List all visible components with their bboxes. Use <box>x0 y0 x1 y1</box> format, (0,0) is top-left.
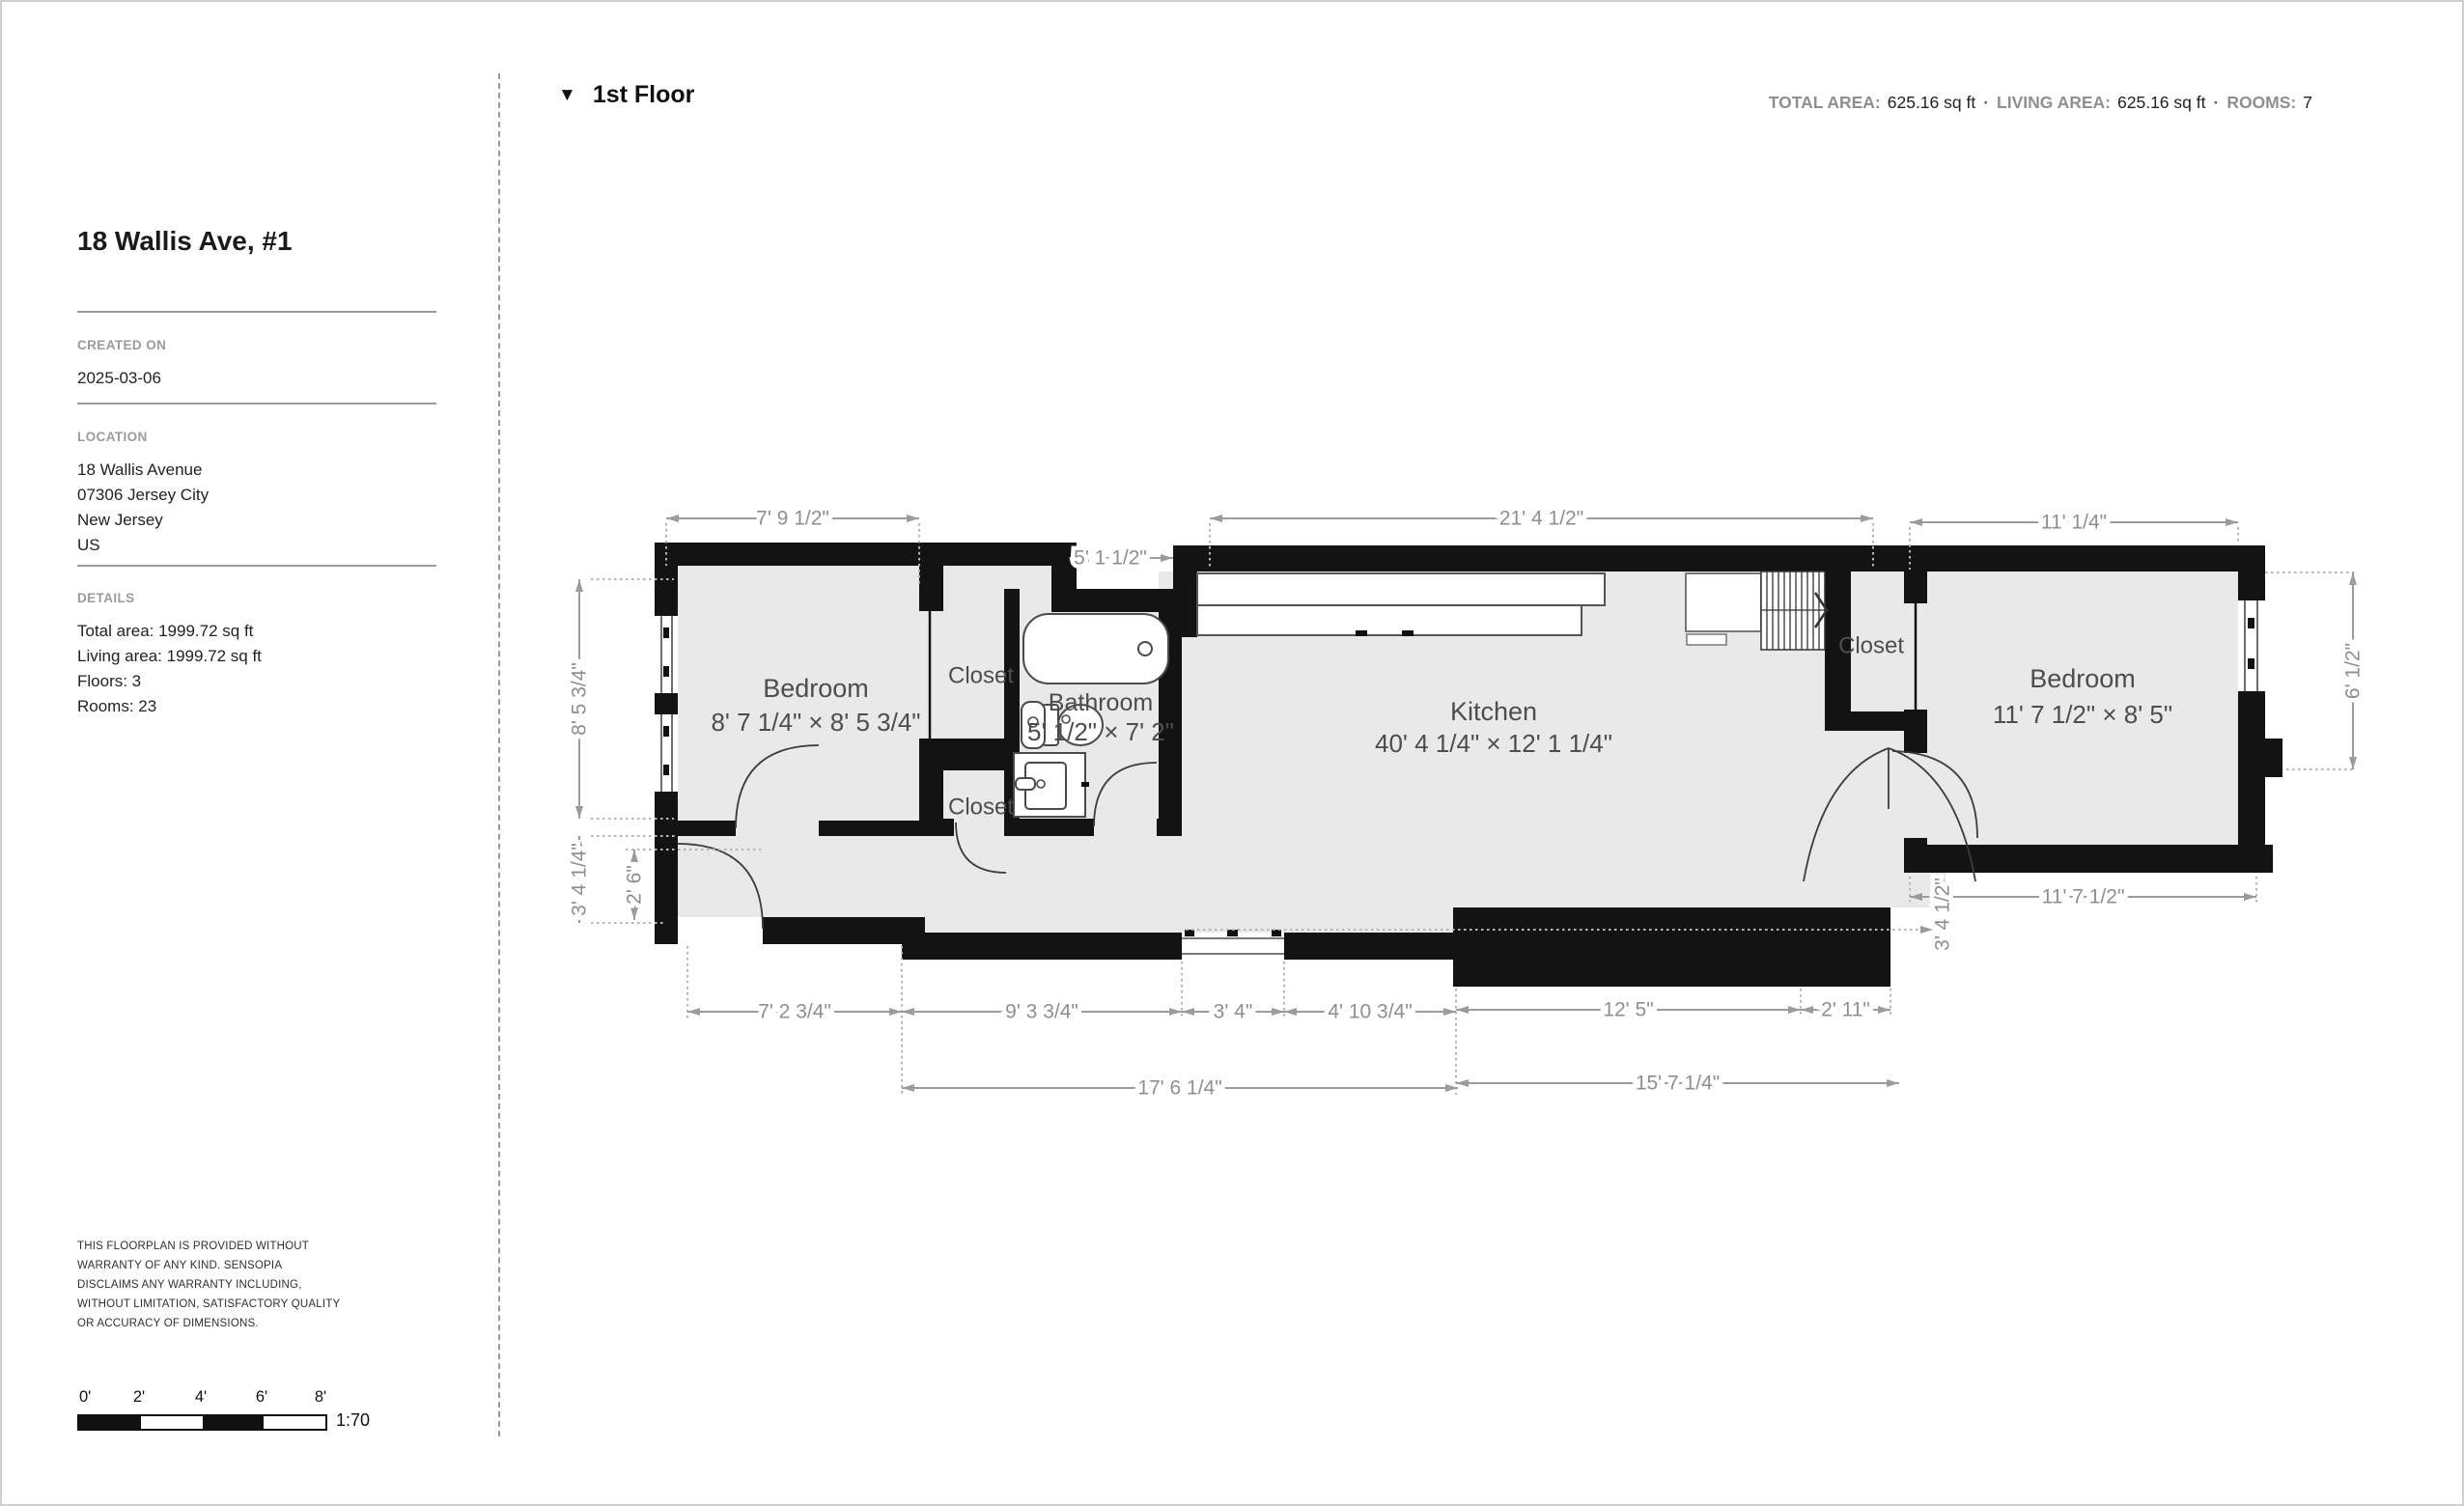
details-line: Living area: 1999.72 sq ft <box>77 647 262 665</box>
stats-separator: · <box>1983 93 1990 112</box>
details-label: DETAILS <box>77 591 135 605</box>
room-label: Closet <box>947 794 1015 821</box>
location-line: 18 Wallis Avenue <box>77 460 203 479</box>
stats-separator: · <box>2213 93 2220 112</box>
location-line: 07306 Jersey City <box>77 486 210 504</box>
dimension-value: 7' 2 3/4" <box>758 1000 831 1023</box>
dimension-value: 11' 1/4" <box>2040 511 2108 534</box>
dimension-value: 11' 7 1/2" <box>2041 885 2125 908</box>
stat-label: LIVING AREA: <box>1997 93 2112 112</box>
dimension-value: 2' 6" <box>623 865 646 905</box>
room-dimensions: 11' 7 1/2" × 8' 5" <box>1992 700 2173 729</box>
disclaimer-line: OR ACCURACY OF DIMENSIONS. <box>77 1318 259 1329</box>
details-line: Total area: 1999.72 sq ft <box>77 622 254 640</box>
room-label: Bedroom <box>2030 664 2136 693</box>
created-on-value: 2025-03-06 <box>77 369 161 387</box>
dimension-value: 15' 7 1/4" <box>1635 1072 1721 1095</box>
disclaimer-line: WITHOUT LIMITATION, SATISFACTORY QUALITY <box>77 1298 341 1310</box>
room-label: Bathroom <box>1048 689 1154 716</box>
dimension-value: 9' 3 3/4" <box>1005 1000 1078 1023</box>
dimension-value: 7' 9 1/2" <box>756 507 829 530</box>
dimension-value: 21' 4 1/2" <box>1498 507 1584 530</box>
stat-value: 625.16 sq ft <box>2117 93 2206 112</box>
scale-tick: 6' <box>255 1388 268 1406</box>
dimension-value: 3' 4" <box>1213 1000 1253 1023</box>
dimension-value: 5' 1 1/2" <box>1074 546 1147 570</box>
dimension-value: 4' 10 3/4" <box>1328 1000 1413 1023</box>
dimension-value: 3' 4 1/2" <box>1931 878 1954 951</box>
room-label: Closet <box>1837 632 1905 659</box>
scale-tick: 4' <box>194 1388 208 1406</box>
created-on-label: CREATED ON <box>77 338 167 352</box>
disclaimer-line: THIS FLOORPLAN IS PROVIDED WITHOUT <box>77 1241 310 1252</box>
location-label: LOCATION <box>77 430 148 444</box>
dimension-value: 2' 11" <box>1821 998 1870 1021</box>
details-line: Floors: 3 <box>77 672 142 690</box>
room-label: Bedroom <box>763 674 869 703</box>
room-dimensions: 5' 1/2" × 7' 2" <box>1027 717 1174 746</box>
stat-value: 625.16 sq ft <box>1887 93 1976 112</box>
dimension-value: 17' 6 1/4" <box>1137 1076 1222 1100</box>
dimension-value: 3' 4 1/4" <box>568 843 591 916</box>
scale-tick: 2' <box>132 1388 146 1406</box>
kitchen-counter <box>1197 573 1605 636</box>
bathtub-drain-icon <box>1138 642 1152 655</box>
dimension-value: 6' 1/2" <box>2341 642 2365 700</box>
room-dimensions: 8' 7 1/4" × 8' 5 3/4" <box>711 708 921 737</box>
scale-tick: 0' <box>79 1388 92 1406</box>
dimension-value: 8' 5 3/4" <box>568 662 591 736</box>
vanity-sink-icon <box>1014 753 1089 817</box>
details-line: Rooms: 23 <box>77 697 157 715</box>
room-label: Closet <box>947 662 1015 689</box>
location-line: New Jersey <box>77 511 163 529</box>
collapse-triangle-icon: ▼ <box>558 85 576 105</box>
stat-label: ROOMS: <box>2226 93 2297 112</box>
scale-ratio: 1:70 <box>336 1410 371 1430</box>
disclaimer-line: DISCLAIMS ANY WARRANTY INCLUDING, <box>77 1279 302 1291</box>
stat-value: 7 <box>2303 93 2312 112</box>
floor-title: 1st Floor <box>592 81 695 108</box>
stat-label: TOTAL AREA: <box>1768 93 1881 112</box>
page-title: 18 Wallis Ave, #1 <box>77 226 293 256</box>
scale-tick: 8' <box>314 1388 327 1406</box>
location-line: US <box>77 536 100 554</box>
room-label: Kitchen <box>1449 697 1538 726</box>
dimension-value: 12' 5" <box>1603 998 1654 1021</box>
room-dimensions: 40' 4 1/4" × 12' 1 1/4" <box>1375 729 1612 758</box>
disclaimer-line: WARRANTY OF ANY KIND. SENSOPIA <box>77 1260 283 1271</box>
